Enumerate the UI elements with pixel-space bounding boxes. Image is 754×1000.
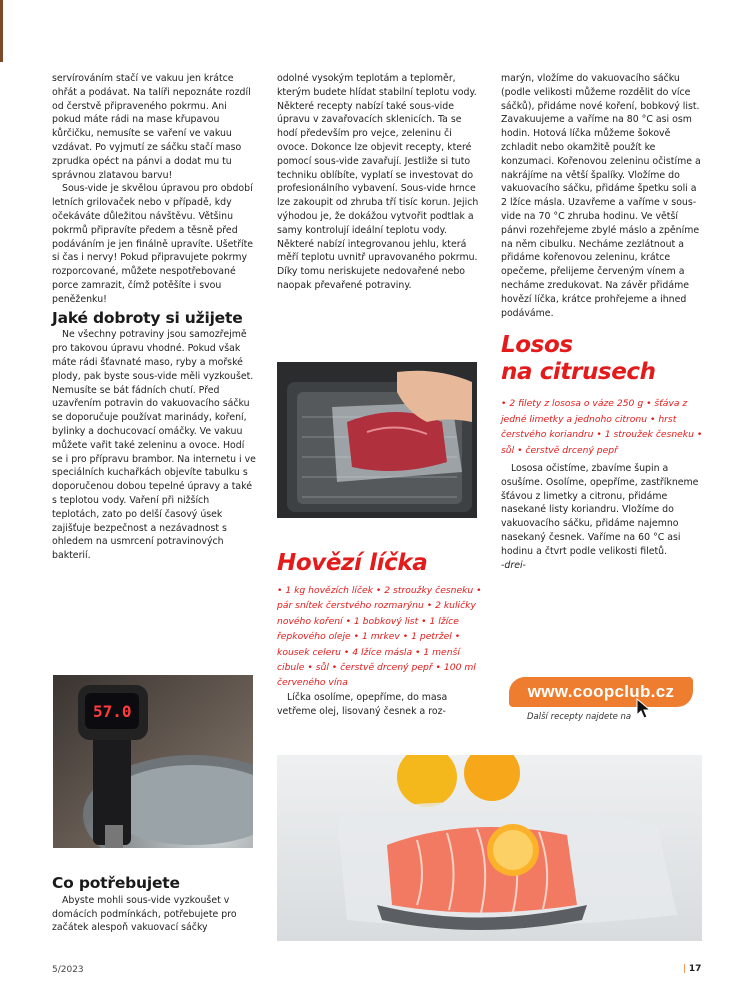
paragraph: Lososa očistíme, zbavíme šupin a osušíme. Osolíme, opepříme, zastříkneme šťávou z limetky a citronu, přidáme nasekané listy koriandru. Vložíme do vakuovacího sáčku, přidáme najemno nasekaný česnek. Vaříme na 60 °C asi hodinu a čtvrt podle velikosti filetů.: [501, 462, 699, 557]
paragraph: Sous-vide je skvělou úpravou pro období letních grilovaček nebo v případě, kdy očekáváte důležitou návštěvu. Většinu pokrmů připravíte předem a těsně před podáváním je jen finálně upravíte. Ušetříte si čas i nervy! Pokud připravujete pokrmy rozporcované, můžete nespotřebované porce zamrazit, čímž potěšíte i svou peněženku!: [52, 183, 254, 305]
column-1: [52, 72, 257, 563]
paragraph: Abyste mohli sous-vide vyzkoušet v domácích podmínkách, potřebujete pro začátek alespoň vakuovací sáčky: [52, 894, 237, 934]
column-2: [277, 72, 479, 293]
recipe-title: [501, 332, 703, 386]
issue-number: 5/2023: [52, 965, 84, 975]
ingredients-list: • 2 filety z lososa o váze 250 g • šťáva z jedné limetky a jednoho citronu • hrst čerstvého koriandru • 1 stroužek česneku • sůl • čerstvě drcený pepř: [501, 398, 703, 456]
salmon-in-bag-photo: [277, 755, 702, 941]
paragraph: Ne všechny potraviny jsou samozřejmě pro takovou úpravu vhodné. Pokud však máte rádi šťavnaté maso, ryby a mořské plody, pak byste sous-vide měli vyzkoušet. Nemusíte se bát fádních chutí. Před uzavřením potravin do vakuovacího sáčku se doporučuje používat marinády, koření, bylinky a dochucovací omáčky. Ve vakuu můžete vařit také zeleninu a ovoce. Hodí se i pro přípravu brambor. Na internetu i ve speciálních kuchařkách objevíte tabulku s doporučenou dobou tepelné úpravy a také s teplotou vody. Vaření při nižších teplotách, zato po delší časový úsek zajišťuje bezpečnost a nezávadnost s ohledem na usmrcení potravinových bakterií.: [52, 329, 256, 562]
cursor-icon: [636, 698, 652, 720]
section-heading: Jaké dobroty si užijete: [52, 308, 243, 327]
paragraph: marýn, vložíme do vakuovacího sáčku (podle velikosti můžeme rozdělit do více sáčků), přidáme nové koření, bobkový list. Zavakuujeme a vaříme na 80 °C asi osm hodin. Hotová líčka můžeme šokově zchladit nebo okamžitě použít ke konzumaci. Kořenovou zeleninu očistíme a nakrájíme na větší špalíky. Vložíme do vakuovacího sáčku, přidáme špetku soli a 2 lžíce másla. Uzavřeme a vaříme v sous-vide na 70 °C zhruba hodinu. Ve větší pánvi rozehřejeme zbylé máslo a zpěníme na něm cibulku. Necháme zezlátnout a přidáme kořenovou zeleninu, krátce opečeme, přelijeme červeným vínem a necháme zredukovat. Na závěr přidáme hovězí líčka, krátce prohřejeme a ihned podáváme.: [501, 73, 701, 319]
promo-note: Další recepty najdete na: [527, 712, 632, 722]
recipe-hovezi-licka: [277, 550, 482, 718]
ingredients-list: • 1 kg hovězích líček • 2 stroužky česneku • pár snítek čerstvého rozmarýnu • 2 kuličky nového koření • 1 bobkový list • 1 lžíce řepkového oleje • 1 mrkev • 1 petržel • kousek celeru • 4 lžíce másla • 1 menší cibule • sůl • čerstvě drcený pepř • 100 ml červeného vína: [277, 585, 482, 689]
page-edge-mark: [0, 0, 3, 62]
page-number: | 17: [683, 964, 702, 974]
section-heading: Co potřebujete: [52, 874, 180, 892]
page-number-value: 17: [688, 964, 702, 974]
column-3: [501, 72, 703, 572]
coopclub-link[interactable]: www.coopclub.cz: [509, 677, 693, 707]
author-credit: -drei-: [501, 559, 526, 571]
meat-in-vacuum-bag-photo: [277, 362, 477, 518]
column-1-bottom: [52, 874, 257, 935]
paragraph: odolné vysokým teplotám a teploměr, kterým budete hlídat stabilní teplotu vody. Některé recepty nabízí také sous-vide úpravu v zavařovacích sklenicích. Ta se hodí především pro vejce, zeleninu či ovoce. Dokonce lze objevit recepty, které pomocí sous-vide zavařují. Jestliže si tuto techniku oblíbíte, vyplatí se investovat do profesionálního vybavení. Sous-vide hrnce lze zakoupit od zhruba tří tisíc korun. Jejich výhodou je, že dokážou vytvořit podtlak a samy kontrolují ideální teplotu vody. Některé nabízí integrovanou jehlu, která měří teplotu uvnitř upravovaného pokrmu. Díky tomu neriskujete nedovařené nebo naopak převařené potraviny.: [277, 73, 479, 291]
recipe-title: Hovězí líčka: [277, 550, 428, 576]
recipe-title-line-2: na citrusech: [501, 359, 656, 386]
paragraph: servírováním stačí ve vakuu jen krátce ohřát a podávat. Na talíři nepoznáte rozdíl od čerstvě připraveného pokrmu. Ani pokud máte rádi na mase křupavou kůrčičku, nemusíte se vaření ve vakuu vzdávat. Po vyjmutí ze sáčku stačí maso zprudka opéct na pánvi a dodat mu tu správnou zlatavou barvu!: [52, 73, 251, 181]
sous-vide-device-photo: [53, 675, 253, 848]
recipe-title-line-1: Losos: [501, 332, 573, 359]
paragraph: Líčka osolíme, opepříme, do masa vetřeme olej, lisovaný česnek a roz-: [277, 691, 448, 717]
device-display-readout: 57.0: [93, 702, 132, 721]
